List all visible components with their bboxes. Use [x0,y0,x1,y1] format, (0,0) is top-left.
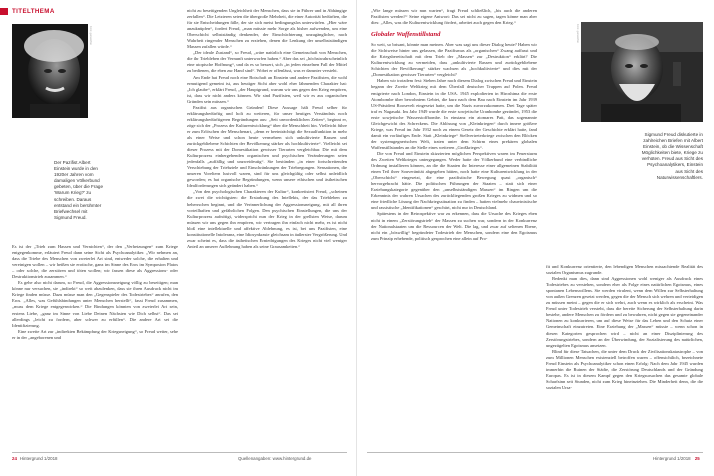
text-column-2 [187,8,347,250]
page-number: 25 [694,456,700,461]
text-column-3 [371,8,537,242]
paragraph: Es ist der „Trieb zum Hassen und Vernichten“, der den „Verhetzungen“ zum Kriege entgegenkomme, erläutert Freud dann seine Sicht als Psychoanalytiker. „Wir nehmen an, dass die Triebe des Menschen von zweierlei Art sind, entweder solche, die erhalten und vereinigen wollen – wir heißen sie erotische, ganz im Sinne des Eros im Symposion Platos – oder solche, die zerstören und töten wollen; wir fassen diese als Aggressions- oder Destruktionstrieb zusammen.“ [12,244,178,280]
paragraph: Am Ende hat Freud noch eine Botschaft an Einstein und andere Pazifisten, die wohl ermutigend gemeint ist, aus heutiger Sicht aber wohl eher lähmenden Charakter hat: „Ich glaube“, erklärt Freud, „der Hauptgrund, warum wir uns gegen den Krieg empören, ist, dass wir nicht anders können. Wir sind Pazifisten, weil wir es aus organischen Gründen sein müssen.“ [187,74,347,104]
issue-label: Hintergrund 1/2018 [19,456,58,461]
footer-rule [367,452,703,453]
paragraph: Haben wir trotzdem fest: Sieben Jahre nach diesem Dialog zwischen Freud und Einstein begann der Zweite Weltkrieg mit dem Überfall deutscher Truppen auf Polen. Freud emigrierte nach London, Einstein in die USA. 1945 explodierten in Hiroshima die erste Atombombe über bewohntem Gebiet, die kurz nach dem Bau nach Einstein im Jahr 1939 US-Präsident Roosevelt eingesetzt hatte, um die Nazis zuvorzukommen. Drei Tage später traf es Nagasaki. Ins Jahr 1949 wurde die erste sowjetische Uranbombe gezündet, 1953 die erste sowjetische Wasserstoffbombe. In einstanz ein atomares Patt, das sogenannte Gleichgewicht des Schreckens. Die Ablösung von „Kleinkriegen“ durch innere größere Kriege, was Freud im Jahr 1932 noch zu einem Gesetz der Geschichte erklärt hatte, fand damit ein vorläufiges Ende. Statt „Kleinkriege“ Stellvertreterkriege zwischen den Blöcken der systemgegnerischen Welt, traten unter dem Schirm eines prekären globalen Waffenstillstandes an die Stelle eines weiteren „Großkrieges“. [371,78,537,150]
freud-photo [581,22,703,122]
paragraph: Es gehe also nicht darum, so Freud, die Aggressionsneigung völlig zu beseitigen; man könne nur versuchen, sie „indirekt“ so weit abzulenken, dass sie ihren Ausdruck nicht im Kriege finden müsse. Dazu müsse man den „Gegenspieler des Todestriebes“ anrufen, den Eros. „Alles, was Gefühlsbindungen unter Menschen herstellt“, fasst Freud zusammen, „muss dem Kriege entgegenwirken.“ Die Bindungen könnten von zweierlei Art sein, erstens Liebe, „ganz im Sinne von Liebe Deinen Nächsten wie Dich selbst“. Das sei allerdings „leicht zu fordern, aber schwer zu erfüllen“. Die andere Art sei die Identifizierung. [12,280,178,328]
photo-caption: Sigmund Freud diskutierte in zahlreichen Briefen mit Albert Einstein, ob die Wissenschaft Möglichkeiten biete, Kriege zu verhüten. Freud aus Sicht des Psychoanalytikers, Einstein aus Sicht des Naturwissenschaftlers. [641,132,703,180]
section-heading: Globaler Waffenstillstand [371,31,441,39]
photo-caption: Der Pazifist Albert Einstein wurde in den 1920er Jahren vom damaligen Völkerbund gebeten, über die Frage 'Warum Krieg?' zu schreiben. Daraus entstand ein berühmter Briefwechsel mit Sigmund Freud. [54,160,104,220]
paragraph: Die von Freud und Einstein skizzierten möglichen Perspektiven waren im Feuersturm des Zweiten Weltkrieges untergegangen. Weder hatte der Völkerbund eine verbindliche Ordnung installieren können, an die die Staaten ihr Interesse einer allgemeinen Stabilität einen Teil ihrer Souveränität abgegeben hätten, noch hatte eine Kulturentwicklung in der „Oberschicht“ eingesetzt, die eine pazifistische Bewegung quasi „organisch“ hervorgebracht hätte. Die politischen Führungen der Staaten – statt sich einer Erziehungskategorie gegenüber den „unselbstständigen Massen“ im Ringen um die Erkenntnis der wahren Ursachen des zurückliegenden großen Krieges zu widmen und so eine friedliche Lösung der Nachkriegssituation zu finden – hatten vielmehr chauvinistische und rassistische „Identifikationen“ geschürt, nicht nur in Deutschland. [371,150,537,211]
paragraph: Pazifist aus organischen Gründen! Diese Aussage hält Freud selber für erklärungsbedürftig und holt zu weiteren, für unser heutiges Verständnis noch erklärungsbedürftigeren Begründungen aus: „Seit unvordenklichen Zeiten“, beginnt er, zöge sich der „Prozess der Kulturentwicklung“ über die Menschheit hin. Vielleicht führe er zum Erlöschen der Menschenart, „denn er beeinträchtigt die Sexualfunktion in mehr als einer Weise und schon heute vermehren sich unkultivierte Rassen und zurückgebliebene Schichten der Bevölkerung stärker als hochkultivierte“. Vielleicht sei dieser Prozess mit der Domestikation gewisser Tierarten vergleichbar. Die mit dem Kulturprozess einhergehenden organischen und psychischen Veränderungen seien jedenfalls „auffällig und unzweideutig“. Sie bestünden „in einer fortschreitenden Verschiebung der Triebziele und Einschränkungen der Triebregungen. Sensationen, die unseren Voreltern lustvoll waren, sind für uns gleichgültig oder selbst unleidlich geworden; es hat organische Begründungen, wenn unsere ethischen und ästhetischen Idealforderungen sich geändert haben.“ [187,104,347,189]
footer-source: Quellenangaben: www.hintergrund.de [238,456,312,461]
paragraph: „Von den psychologischen Charakteren der Kultur“, konkretisiert Freud, „scheinen die zwei die wichtigsten: die Erstarkung des Intellekts, der das Triebleben zu beherrschen beginnt, und die Verinnerlichung der Aggressionsneigung, mit all ihren vorteilhaften und gefährlichen Folgen. Den psychischen Einstellungen, die uns der Kulturprozess aufnötigt, widerspricht nun der Krieg in der grellsten Weise, darum müssen wir uns gegen ihn empören, wir vertragen ihn einfach nicht mehr, es ist nicht bloß eine intellektuelle und affektive Ablehnung, es ist, bei uns Pazifisten, eine konstitutionelle Intoleranz, eine Idiosynkrasie gleichsam in äußerster Vergrößerung. Und zwar scheint es, dass die ästhetischen Erniedrigungen des Krieges nicht viel weniger Anteil an unserer Auflehnung haben als seine Grausamkeiten.“ [187,189,347,249]
paragraph: Eine zweite Art zur „indirekten Bekämpfung der Kriegsneigung“, so Freud weiter, sehe er in der „angeborenen und [12,328,178,340]
rubric-label: TITELTHEMA [12,8,55,15]
photo-credit: Foto: gemeinfrei [576,24,579,43]
paragraph: fit und Konkurrenz orientierte, den lebendigen Menschen missachtende Realität des sozialen Organismus zugrunde. [546,264,703,276]
paragraph: Bedenkt man dies, dann sind Aggressionen wohl weniger als Ausdruck eines Todestriebes zu verstehen, sondern eher als Folge eines natürlichen Egoismus, eines spontanen Lebenswillens. Sie werden virulent, wenn dem Willen zur Selbsterhaltung von außen Grenzen gesetzt werden, gegen die der Mensch sich wehren und verteidigen zu müssen meint – gegen die er sich wehrt, auch wenn es wirklich als erscheint. Was Freud unter Todestrieb versteht, dass die bereite Sicherung der Selbsterhaltung darin bestehe, andere Menschen zu fördern und zu bewahren, nicht gegen sie gegeneinander Nationen zu konkurrieren, um auf diese Weise für das Leben und den Schutz einer Gemeinschaft einzutreten. Eine Erziehung der „Massen“ müsste – wenn schon in diesen Kategorien gesprochen wird – nicht an einer Disziplinierung des Zerstörungstriebes, sondern an der Überwindung, der Sozialisierung des natürlichen, ungezügelten Egoismus ansetzen. [546,276,703,348]
paragraph: So weit, so brisant, könnte man meinen. Aber was sagt uns dieser Dialog heute? Haben wir die Sichtweise hinter uns gelassen, die Pazifismus als „organischen“ Zwang auffasst und die Kriegsbereitschaft mit dem Trieb der „Massen“ zur „Destruktion“ erklärt? Die Kulturentwicklung zu vermeiden, dass „unkultivierte Rassen und zurückgebliebene Schichten der Bevölkerung“ stärker wachsen als „hochkultivierte“ und dies mit der „Domestikation gewisser Tierarten“ vergleicht? [371,42,537,78]
paragraph: „Wie lange müssen wir nun warten“, fragt Freud schließlich, „bis auch die anderen Pazifisten werden?“ Seine eigene Antwort: Das sei nicht zu sagen, tagen könne man aber dies: „Alles, was die Kulturentwicklung fördert, arbeitet auch gegen den Krieg.“ [371,8,537,26]
paragraph: Blind für diese Tatsachen, die unter dem Druck der Zivilisationskatastrophe – von zum Millionen Menschen existenziell betroffen waren – offensichtlich, bezeichnete Freud Einstein als Psychoanalytiker schon einen Erfolg: Nach dem Jahr 1945 wurden immerhin die Ruinen der Städte, die Zerstörung Deutschlands und der Gründung Europas. Es ist in diesem Kampf gegen den Kriegsursachen das gesamte globale Scharfsinn seit Stunden, nicht zum Krieg hineinziehen. Die Minderheit denn, die die sozialen Ursa- [546,348,703,390]
paragraph: nicht zu beseitigenden Ungleichheit der Menschen, dass sie in Führer und in Abhängige zerfallen“. Die Letzteren seien die übergroße Mehrheit, die einer Autorität bedürften, die für sie Entscheidungen fälle, der sie sich meist bedingungslos unterwürfen. „Hier wäre anzuknüpfen“, fordert Freud, „man müsste mehr Sorge als bisher aufwenden, um eine Oberschicht selbstständig denkender, der Einschüchterung unzugänglicher, nach Wahrheit ringender Menschen zu erziehen, denen die Lenkung der unselbstständigen Massen zufallen würde.“ [187,8,347,50]
rubric-marker [0,8,8,15]
footer-rule [12,452,347,453]
footer-left [12,456,57,461]
right-page [357,0,714,476]
paragraph: Spätestens in der Retrospektive war zu erkennen, dass die Ursache des Krieges eben nicht in einem „Zerstörungstrieb“ der Massen zu suchen war, sondern in der Konkurrenz der Nationalstaaten um die Ressourcen der Welt. Die lag, und zwar auf seltenen Ebene, nicht ein „böswillig“ begründeter Todestrieb der Menschen, sondern eine den Egoismus zum Prinzip erhebende, politisch gesprochen eine allein auf Pro- [371,211,537,241]
einstein-photo [12,24,88,118]
issue-label: Hintergrund 1/2018 [653,456,691,461]
text-column-1 [12,244,178,341]
paragraph: „Der ideale Zustand“, so Freud, „wäre natürlich eine Gemeinschaft von Menschen, die ihr Triebleben der Vernunft unterworfen haben.“ Aber das sei „höchstwahrscheinlich eine utopische Hoffnung“, und da es so bessert, sich „in jeden einzelnen Fall der Mittel zu bedienen, die eben zur Hand sind“. Wobei er offenlässt, was er darunter versteht. [187,50,347,74]
photo-credit: Foto: gemeinfrei [89,26,92,45]
footer-right [653,456,700,461]
text-column-4 [546,264,703,391]
page-number: 24 [12,456,17,461]
